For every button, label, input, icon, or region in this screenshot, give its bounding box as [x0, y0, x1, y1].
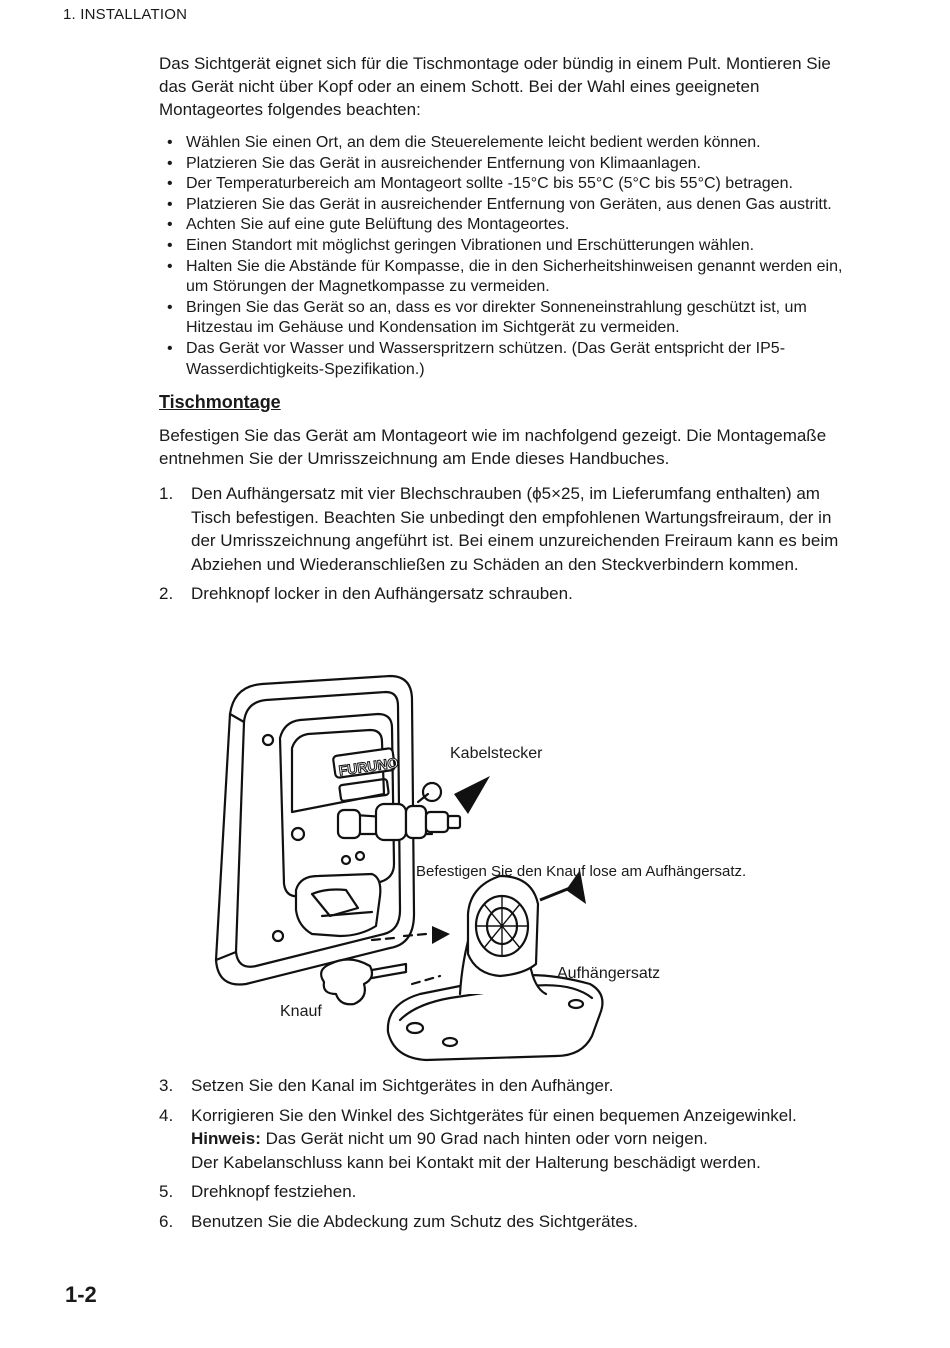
- list-item: • Wählen Sie einen Ort, an dem die Steuerelemente leicht bedient werden können.: [159, 133, 849, 154]
- step-number: 6.: [159, 1211, 174, 1231]
- section-title: Tischmontage: [159, 392, 281, 413]
- step-number: 2.: [159, 584, 174, 604]
- mounting-paragraph: Befestigen Sie das Gerät am Montageort wie im nachfolgend gezeigt. Die Montagemaße entnehmen Sie der Umrisszeichnung am Ende dieses Handbuches.: [159, 426, 827, 469]
- step-number: 1.: [159, 484, 174, 504]
- step-item: [159, 1074, 859, 1098]
- label-knob: Knauf: [280, 1003, 322, 1020]
- step-text: Benutzen Sie die Abdeckung zum Schutz des Sichtgerätes.: [191, 1211, 638, 1231]
- hint-label: Hinweis:: [191, 1129, 261, 1148]
- running-header: 1. INSTALLATION: [63, 6, 188, 23]
- bullet-icon: •: [167, 339, 173, 357]
- bullet-icon: •: [167, 257, 173, 275]
- step-number: 3.: [159, 1076, 174, 1095]
- bullet-icon: •: [167, 195, 173, 213]
- bullet-icon: •: [167, 154, 173, 172]
- hint-text: Das Gerät nicht um 90 Grad nach hinten oder vorn neigen.: [260, 1129, 708, 1148]
- brand-logo-text: FURUNO: [337, 754, 400, 779]
- list-item: • Platzieren Sie das Gerät in ausreichender Entfernung von Klimaanlagen.: [159, 154, 849, 175]
- list-item: • Der Temperaturbereich am Montageort sollte -15°C bis 55°C (5°C bis 55°C) betragen.: [159, 174, 849, 195]
- bullet-icon: •: [167, 298, 173, 316]
- hint-text-2: Der Kabelanschluss kann bei Kontakt mit der Halterung beschädigt werden.: [191, 1152, 761, 1172]
- list-item: • Achten Sie auf eine gute Belüftung des Montageortes.: [159, 215, 849, 236]
- main-content: [159, 52, 849, 612]
- bullet-icon: •: [167, 236, 173, 254]
- step-item: [159, 1210, 859, 1234]
- label-fasten-knob: Befestigen Sie den Knauf lose am Aufhängersatz.: [416, 863, 747, 880]
- step-item: [159, 582, 849, 606]
- mounting-diagram: [200, 664, 760, 1064]
- bullet-icon: •: [167, 134, 173, 151]
- step-text: Drehknopf festziehen.: [191, 1182, 357, 1201]
- label-cable-connector: Kabelstecker: [450, 745, 543, 762]
- step-number: 4.: [159, 1105, 174, 1125]
- list-item: • Platzieren Sie das Gerät in ausreichender Entfernung von Geräten, aus denen Gas austritt.: [159, 195, 849, 216]
- step-text: Setzen Sie den Kanal im Sichtgerätes in den Aufhänger.: [191, 1076, 614, 1095]
- step-item: [159, 482, 849, 576]
- list-item: • Das Gerät vor Wasser und Wasserspritzern schützen. (Das Gerät entspricht der IP5-Wasserdichtigkeits-Spezifikation.): [167, 339, 786, 378]
- step-number: 5.: [159, 1182, 174, 1201]
- step-text: Drehknopf locker in den Aufhängersatz schrauben.: [191, 584, 573, 604]
- intro-paragraph: Das Sichtgerät eignet sich für die Tischmontage oder bündig in einem Pult. Montieren Sie das Gerät nicht über Kopf oder an einem Schott. Bei der Wahl eines geeigneten Montageortes folgendes beachten:: [159, 54, 831, 119]
- bullet-icon: •: [167, 175, 173, 193]
- mounting-illustration: [200, 664, 760, 1064]
- list-item: • Halten Sie die Abstände für Kompasse, die in den Sicherheitshinweisen genannt werden ein, um Störungen der Magnetkompasse zu vermeiden.: [167, 257, 843, 296]
- step-text: Den Aufhängersatz mit vier Blechschrauben (ϕ5×25, im Lieferumfang enthalten) am Tisch befestigen. Beachten Sie unbedingt den empfohlenen Wartungsfreiraum, der in der Umrisszeichnung angeführt ist. Bei einem unzureichenden Freiraum kann es beim Abziehen und Wiederanschließen zu Schäden an den Steckverbindern kommen.: [191, 484, 839, 574]
- steps-list-b: [159, 1074, 859, 1239]
- list-item: • Einen Standort mit möglichst geringen Vibrationen und Erschütterungen wählen.: [159, 236, 849, 257]
- step-item: [159, 1104, 859, 1175]
- requirements-list: [159, 133, 849, 380]
- list-item: • Bringen Sie das Gerät so an, dass es vor direkter Sonneneinstrahlung geschützt ist, um Hitzestau im Gehäuse und Kondensation im Sichtgerät zu vermeiden.: [167, 298, 807, 337]
- step-item: [159, 1180, 859, 1204]
- steps-list-a: [159, 482, 849, 606]
- label-bracket: Aufhängersatz: [557, 965, 661, 982]
- page-number: 1-2: [65, 1282, 97, 1307]
- step-text: Korrigieren Sie den Winkel des Sichtgerätes für einen bequemen Anzeigewinkel.: [191, 1105, 797, 1125]
- bullet-icon: •: [167, 216, 173, 234]
